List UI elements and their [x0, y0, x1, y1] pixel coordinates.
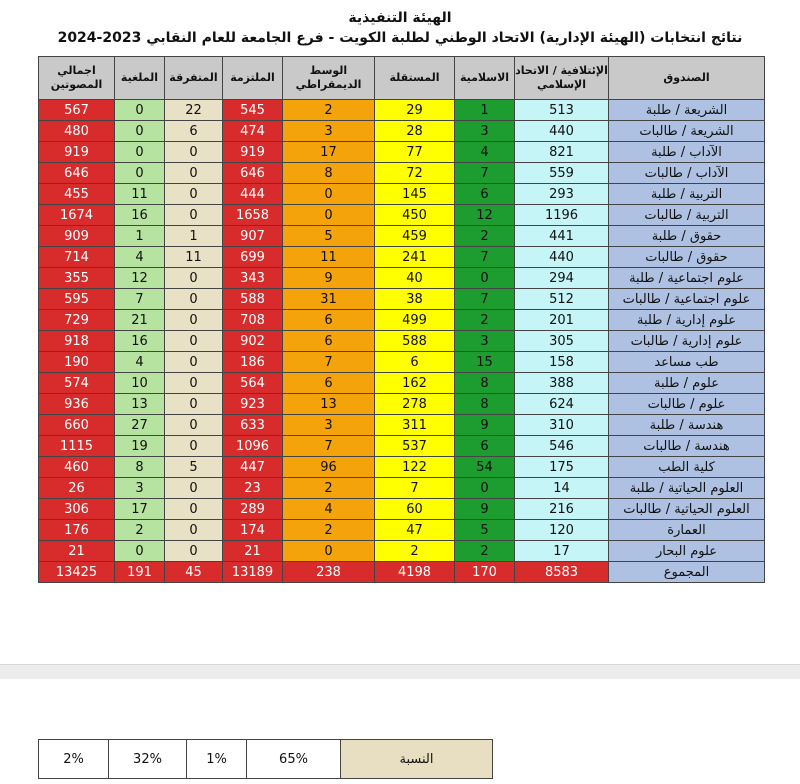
cell-sunduq: الشريعة / طالبات — [609, 121, 765, 142]
cell-mustq: 162 — [375, 373, 455, 394]
cell-total: 1674 — [39, 205, 115, 226]
table-row — [39, 394, 765, 415]
page-separator — [0, 664, 800, 679]
cell-mustq: 47 — [375, 520, 455, 541]
cell-itil: 440 — [515, 121, 609, 142]
cell-mustq: 145 — [375, 184, 455, 205]
cell-total: 595 — [39, 289, 115, 310]
table-row — [39, 247, 765, 268]
cell-wasat: 5 — [283, 226, 375, 247]
cell-mutf: 0 — [165, 499, 223, 520]
cell-multz: 564 — [223, 373, 283, 394]
cell-islam: 6 — [455, 436, 515, 457]
cell-itil: 14 — [515, 478, 609, 499]
cell-sunduq: حقوق / طلبة — [609, 226, 765, 247]
cell-mutf: 1 — [165, 226, 223, 247]
table-row — [39, 205, 765, 226]
cell-wasat: 3 — [283, 415, 375, 436]
cell-mustq: 499 — [375, 310, 455, 331]
cell-total: 26 — [39, 478, 115, 499]
cell-wasat: 6 — [283, 331, 375, 352]
cell-mutf: 0 — [165, 478, 223, 499]
cell-sunduq: علوم / طالبات — [609, 394, 765, 415]
table-row — [39, 268, 765, 289]
cell-sunduq: علوم البحار — [609, 541, 765, 562]
cell-sunduq: علوم / طلبة — [609, 373, 765, 394]
cell-wasat: 0 — [283, 541, 375, 562]
cell-mustq: 537 — [375, 436, 455, 457]
cell-multz: 699 — [223, 247, 283, 268]
table-row — [39, 457, 765, 478]
cell-sunduq: العمارة — [609, 520, 765, 541]
cell-wasat: 0 — [283, 205, 375, 226]
cell-wasat: 8 — [283, 163, 375, 184]
cell-total: 480 — [39, 121, 115, 142]
cell-itil: 821 — [515, 142, 609, 163]
cell-multz: 1096 — [223, 436, 283, 457]
cell-islam: 54 — [455, 457, 515, 478]
cell-total: 306 — [39, 499, 115, 520]
cell-total: 355 — [39, 268, 115, 289]
cell-islam: 2 — [455, 541, 515, 562]
cell-itil: 305 — [515, 331, 609, 352]
cell-mutf: 0 — [165, 184, 223, 205]
cell-mustq: 4198 — [375, 562, 455, 583]
cell-islam: 7 — [455, 289, 515, 310]
cell-mulgh: 4 — [115, 247, 165, 268]
cell-itil: 441 — [515, 226, 609, 247]
cell-multz: 186 — [223, 352, 283, 373]
cell-multz: 447 — [223, 457, 283, 478]
table-row — [39, 373, 765, 394]
cell-total: 918 — [39, 331, 115, 352]
cell-islam: 2 — [455, 310, 515, 331]
cell-multz: 545 — [223, 100, 283, 121]
cell-multz: 588 — [223, 289, 283, 310]
cell-mustq: 2 — [375, 541, 455, 562]
cell-wasat: 11 — [283, 247, 375, 268]
cell-islam: 0 — [455, 478, 515, 499]
cell-multz: 902 — [223, 331, 283, 352]
cell-mulgh: 21 — [115, 310, 165, 331]
cell-mulgh: 10 — [115, 373, 165, 394]
cell-wasat: 13 — [283, 394, 375, 415]
cell-mutf: 0 — [165, 394, 223, 415]
cell-islam: 9 — [455, 415, 515, 436]
cell-mulgh: 16 — [115, 205, 165, 226]
cell-total: 176 — [39, 520, 115, 541]
cell-mulgh: 16 — [115, 331, 165, 352]
cell-sunduq: المجموع — [609, 562, 765, 583]
report-title: الهيئة التنفيذية — [348, 10, 452, 26]
cell-multz: 343 — [223, 268, 283, 289]
cell-multz: 289 — [223, 499, 283, 520]
table-row — [39, 499, 765, 520]
cell-mutf: 45 — [165, 562, 223, 583]
table-row — [39, 352, 765, 373]
cell-mutf: 0 — [165, 520, 223, 541]
table-row — [39, 226, 765, 247]
cell-itil: 440 — [515, 247, 609, 268]
cell-mutf: 11 — [165, 247, 223, 268]
cell-itil: 559 — [515, 163, 609, 184]
header-multazima: الملتزمة — [223, 57, 283, 100]
cell-multz: 174 — [223, 520, 283, 541]
ratio-row — [39, 740, 493, 779]
cell-total: 660 — [39, 415, 115, 436]
cell-islam: 170 — [455, 562, 515, 583]
header-total: اجمالي المصوتين — [39, 57, 115, 100]
cell-itil: 546 — [515, 436, 609, 457]
table-row — [39, 142, 765, 163]
cell-mustq: 40 — [375, 268, 455, 289]
cell-itil: 175 — [515, 457, 609, 478]
ratio-wasat: 2% — [39, 740, 109, 779]
cell-sunduq: الآداب / طالبات — [609, 163, 765, 184]
cell-wasat: 4 — [283, 499, 375, 520]
cell-wasat: 3 — [283, 121, 375, 142]
cell-multz: 633 — [223, 415, 283, 436]
cell-wasat: 7 — [283, 436, 375, 457]
table-row — [39, 121, 765, 142]
cell-wasat: 17 — [283, 142, 375, 163]
cell-mutf: 0 — [165, 205, 223, 226]
table-row — [39, 100, 765, 121]
cell-islam: 2 — [455, 226, 515, 247]
cell-mustq: 311 — [375, 415, 455, 436]
cell-islam: 8 — [455, 394, 515, 415]
cell-mutf: 6 — [165, 121, 223, 142]
cell-mulgh: 12 — [115, 268, 165, 289]
cell-mutf: 0 — [165, 331, 223, 352]
table-row — [39, 331, 765, 352]
cell-sunduq: الآداب / طلبة — [609, 142, 765, 163]
cell-sunduq: العلوم الحياتية / طالبات — [609, 499, 765, 520]
cell-islam: 0 — [455, 268, 515, 289]
cell-itil: 293 — [515, 184, 609, 205]
cell-mulgh: 2 — [115, 520, 165, 541]
cell-mulgh: 7 — [115, 289, 165, 310]
cell-mulgh: 8 — [115, 457, 165, 478]
cell-islam: 8 — [455, 373, 515, 394]
cell-itil: 513 — [515, 100, 609, 121]
cell-sunduq: هندسة / طالبات — [609, 436, 765, 457]
cell-total: 1115 — [39, 436, 115, 457]
cell-itil: 158 — [515, 352, 609, 373]
cell-total: 574 — [39, 373, 115, 394]
cell-itil: 512 — [515, 289, 609, 310]
cell-mustq: 7 — [375, 478, 455, 499]
cell-mulgh: 0 — [115, 100, 165, 121]
cell-itil: 17 — [515, 541, 609, 562]
cell-sunduq: الشريعة / طلبة — [609, 100, 765, 121]
cell-islam: 7 — [455, 247, 515, 268]
cell-total: 919 — [39, 142, 115, 163]
cell-mulgh: 0 — [115, 163, 165, 184]
cell-wasat: 2 — [283, 520, 375, 541]
cell-itil: 388 — [515, 373, 609, 394]
results-body — [39, 100, 765, 583]
cell-multz: 923 — [223, 394, 283, 415]
cell-mulgh: 13 — [115, 394, 165, 415]
cell-sunduq: التربية / طلبة — [609, 184, 765, 205]
cell-multz: 21 — [223, 541, 283, 562]
cell-mutf: 5 — [165, 457, 223, 478]
table-row — [39, 310, 765, 331]
cell-islam: 7 — [455, 163, 515, 184]
cell-mustq: 588 — [375, 331, 455, 352]
header-sunduq: الصندوق — [609, 57, 765, 100]
cell-sunduq: طب مساعد — [609, 352, 765, 373]
cell-islam: 5 — [455, 520, 515, 541]
cell-mustq: 278 — [375, 394, 455, 415]
cell-mustq: 459 — [375, 226, 455, 247]
cell-sunduq: علوم إدارية / طلبة — [609, 310, 765, 331]
cell-wasat: 7 — [283, 352, 375, 373]
cell-sunduq: كلية الطب — [609, 457, 765, 478]
table-row — [39, 478, 765, 499]
report-subtitle: نتائج انتخابات (الهيئة الإدارية) الاتحاد الوطني لطلبة الكويت - فرع الجامعة للعام النقابي 2023-2024 — [57, 30, 743, 46]
table-row — [39, 415, 765, 436]
cell-sunduq: العلوم الحياتية / طلبة — [609, 478, 765, 499]
cell-wasat: 238 — [283, 562, 375, 583]
cell-mutf: 0 — [165, 415, 223, 436]
header-wasat: الوسط الديمقراطي — [283, 57, 375, 100]
cell-wasat: 31 — [283, 289, 375, 310]
cell-sunduq: هندسة / طلبة — [609, 415, 765, 436]
cell-total: 714 — [39, 247, 115, 268]
cell-multz: 474 — [223, 121, 283, 142]
cell-mustq: 60 — [375, 499, 455, 520]
cell-wasat: 6 — [283, 310, 375, 331]
cell-itil: 8583 — [515, 562, 609, 583]
ratio-itilafiya: 65% — [247, 740, 341, 779]
table-row — [39, 541, 765, 562]
cell-total: 21 — [39, 541, 115, 562]
cell-wasat: 6 — [283, 373, 375, 394]
cell-sunduq: التربية / طالبات — [609, 205, 765, 226]
cell-wasat: 2 — [283, 100, 375, 121]
cell-mulgh: 191 — [115, 562, 165, 583]
ratio-table — [38, 739, 493, 779]
cell-mustq: 29 — [375, 100, 455, 121]
cell-islam: 3 — [455, 331, 515, 352]
cell-multz: 646 — [223, 163, 283, 184]
cell-itil: 624 — [515, 394, 609, 415]
cell-wasat: 96 — [283, 457, 375, 478]
cell-mulgh: 1 — [115, 226, 165, 247]
cell-mustq: 72 — [375, 163, 455, 184]
cell-sunduq: علوم اجتماعية / طلبة — [609, 268, 765, 289]
cell-mulgh: 17 — [115, 499, 165, 520]
cell-total: 729 — [39, 310, 115, 331]
cell-total: 455 — [39, 184, 115, 205]
cell-multz: 708 — [223, 310, 283, 331]
cell-mutf: 22 — [165, 100, 223, 121]
cell-islam: 1 — [455, 100, 515, 121]
cell-total: 909 — [39, 226, 115, 247]
header-itilafiya: الإئتلافية / الاتحاد الإسلامي — [515, 57, 609, 100]
ratio-mustaqilla: 32% — [109, 740, 187, 779]
cell-itil: 1196 — [515, 205, 609, 226]
cell-mutf: 0 — [165, 268, 223, 289]
cell-itil: 120 — [515, 520, 609, 541]
cell-sunduq: علوم إدارية / طالبات — [609, 331, 765, 352]
cell-itil: 310 — [515, 415, 609, 436]
cell-sunduq: حقوق / طالبات — [609, 247, 765, 268]
cell-multz: 23 — [223, 478, 283, 499]
cell-mutf: 0 — [165, 373, 223, 394]
ratio-label: النسبة — [341, 740, 493, 779]
cell-mutf: 0 — [165, 310, 223, 331]
header-mustaqilla: المستقلة — [375, 57, 455, 100]
cell-mustq: 38 — [375, 289, 455, 310]
cell-mustq: 6 — [375, 352, 455, 373]
cell-mustq: 122 — [375, 457, 455, 478]
cell-itil: 216 — [515, 499, 609, 520]
cell-wasat: 9 — [283, 268, 375, 289]
header-mutafarriqa: المتفرقة — [165, 57, 223, 100]
cell-multz: 907 — [223, 226, 283, 247]
cell-islam: 3 — [455, 121, 515, 142]
cell-islam: 9 — [455, 499, 515, 520]
header-islamiya: الاسلامية — [455, 57, 515, 100]
cell-islam: 15 — [455, 352, 515, 373]
cell-total: 460 — [39, 457, 115, 478]
cell-sunduq: علوم اجتماعية / طالبات — [609, 289, 765, 310]
cell-islam: 6 — [455, 184, 515, 205]
results-table — [38, 56, 765, 583]
cell-total: 646 — [39, 163, 115, 184]
ratio-islamiya: 1% — [187, 740, 247, 779]
cell-mutf: 0 — [165, 541, 223, 562]
cell-mulgh: 0 — [115, 541, 165, 562]
cell-mutf: 0 — [165, 436, 223, 457]
cell-multz: 444 — [223, 184, 283, 205]
cell-itil: 294 — [515, 268, 609, 289]
cell-mulgh: 27 — [115, 415, 165, 436]
table-row — [39, 436, 765, 457]
header-mulgha: الملغية — [115, 57, 165, 100]
cell-mustq: 77 — [375, 142, 455, 163]
table-row — [39, 163, 765, 184]
cell-itil: 201 — [515, 310, 609, 331]
cell-mustq: 450 — [375, 205, 455, 226]
cell-multz: 1658 — [223, 205, 283, 226]
cell-wasat: 0 — [283, 184, 375, 205]
totals-row — [39, 562, 765, 583]
table-row — [39, 289, 765, 310]
cell-mutf: 0 — [165, 142, 223, 163]
cell-mutf: 0 — [165, 352, 223, 373]
cell-mutf: 0 — [165, 289, 223, 310]
cell-mutf: 0 — [165, 163, 223, 184]
cell-total: 567 — [39, 100, 115, 121]
header-row — [39, 57, 765, 100]
cell-mulgh: 0 — [115, 121, 165, 142]
cell-mulgh: 0 — [115, 142, 165, 163]
cell-mulgh: 4 — [115, 352, 165, 373]
cell-multz: 13189 — [223, 562, 283, 583]
cell-mulgh: 11 — [115, 184, 165, 205]
cell-islam: 4 — [455, 142, 515, 163]
cell-total: 936 — [39, 394, 115, 415]
cell-mulgh: 19 — [115, 436, 165, 457]
cell-total: 13425 — [39, 562, 115, 583]
table-row — [39, 184, 765, 205]
cell-wasat: 2 — [283, 478, 375, 499]
cell-multz: 919 — [223, 142, 283, 163]
cell-total: 190 — [39, 352, 115, 373]
cell-mustq: 241 — [375, 247, 455, 268]
cell-mulgh: 3 — [115, 478, 165, 499]
table-row — [39, 520, 765, 541]
cell-mustq: 28 — [375, 121, 455, 142]
cell-islam: 12 — [455, 205, 515, 226]
